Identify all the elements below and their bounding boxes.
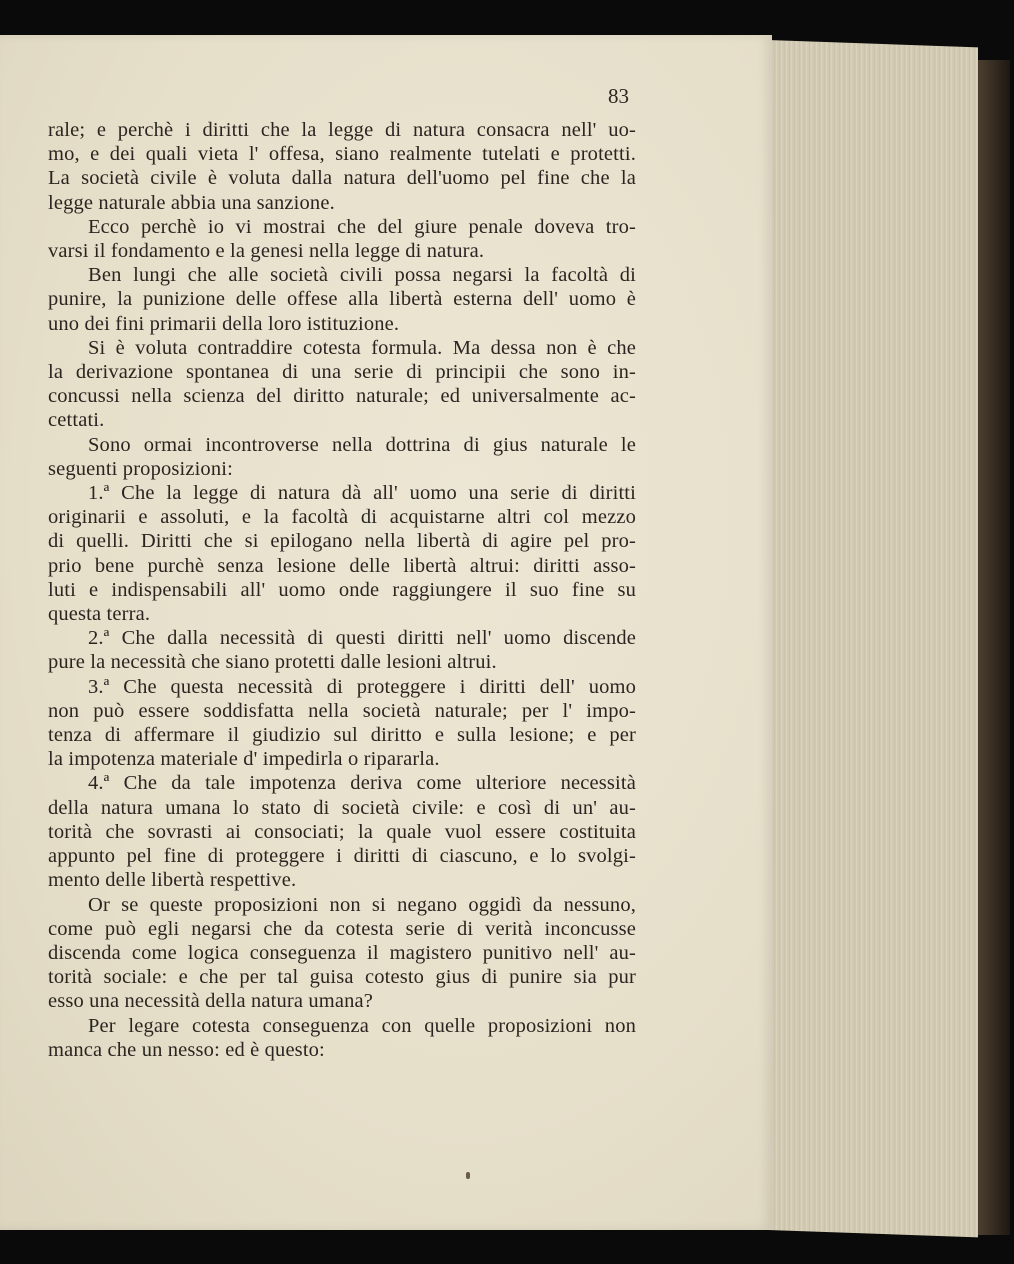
text-line: 1.ª Che la legge di natura dà all' uomo una serie di diritti [88,482,636,505]
text-line: punire, la punizione delle offese alla libertà esterna dell' uomo è [48,288,636,311]
text-line: cettati. [48,409,105,432]
text-line: varsi il fondamento e la genesi nella legge di natura. [48,240,485,263]
text-line: Per legare cotesta conseguenza con quelle proposizioni non [88,1014,636,1037]
text-line: seguenti proposizioni: [48,457,233,480]
text-line: mo, e dei quali vieta l' offesa, siano realmente tutelati e protetti. [48,143,636,166]
text-line: la derivazione spontanea di una serie di principii che sono in- [48,361,636,384]
text-line: uno dei fini primarii della loro istituzione. [48,312,400,335]
text-line: la impotenza materiale d' impedirla o ripararla. [48,748,440,771]
text-line: Ecco perchè io vi mostrai che del giure penale doveva tro- [88,215,636,238]
text-line: rale; e perchè i diritti che la legge di natura consacra nell' uo- [48,119,636,141]
text-line: La società civile è voluta dalla natura dell'uomo pel fine che la [48,167,636,190]
text-line: della natura umana lo stato di società civile: e così di un' au- [48,796,636,819]
text-line: Ben lungi che alle società civili possa negarsi la facoltà di [88,264,636,287]
text-line: discenda come logica conseguenza il magistero punitivo nell' au- [48,941,636,964]
text-line: concussi nella scienza del diritto naturale; ed universalmente ac- [48,385,636,408]
text-line: Si è voluta contraddire cotesta formula. Ma dessa non è che [88,336,636,359]
page-stack-edge [768,40,978,1237]
text-line: mento delle libertà respettive. [48,869,297,892]
body-text [48,118,636,1062]
page-number: 83 [608,84,629,108]
text-line: tenza di affermare il giudizio sul diritto e sulla lesione; e per [48,724,636,747]
text-line: torità sociale: e che per tal guisa cotesto gius di punire sia pur [48,966,636,989]
text-line: pure la necessità che siano protetti dalle lesioni altrui. [48,651,497,674]
text-line: esso una necessità della natura umana? [48,990,374,1013]
text-line: 3.ª Che questa necessità di proteggere i diritti dell' uomo [88,675,636,698]
text-line: 4.ª Che da tale impotenza deriva come ulteriore necessità [88,772,636,795]
text-line: manca che un nesso: ed è questo: [48,1038,325,1061]
text-line: luti e indispensabili all' uomo onde raggiungere il suo fine su [48,578,636,601]
text-line: non può essere soddisfatta nella società naturale; per l' impo- [48,699,636,722]
text-line: legge naturale abbia una sanzione. [48,191,335,214]
text-line: 2.ª Che dalla necessità di questi diritti nell' uomo discende [88,627,636,650]
ink-mark [466,1172,470,1179]
text-line: torità che sovrasti ai consociati; la quale vuol essere costituita [48,820,636,843]
text-line: Or se queste proposizioni non si negano oggidì da nessuno, [88,893,636,916]
text-line: originarii e assoluti, e la facoltà di acquistarne altri col mezzo [48,506,636,529]
text-line: prio bene purchè senza lesione delle libertà altrui: diritti asso- [48,554,636,577]
text-line: di quelli. Diritti che si epilogano nella libertà di agire pel pro- [48,530,636,553]
text-line: Sono ormai incontroverse nella dottrina di gius naturale le [88,433,636,456]
text-line: questa terra. [48,603,151,626]
text-line: come può egli negarsi che da cotesta serie di verità inconcusse [48,917,636,940]
text-line: appunto pel fine di proteggere i diritti di ciascuno, e lo svolgi- [48,845,636,868]
